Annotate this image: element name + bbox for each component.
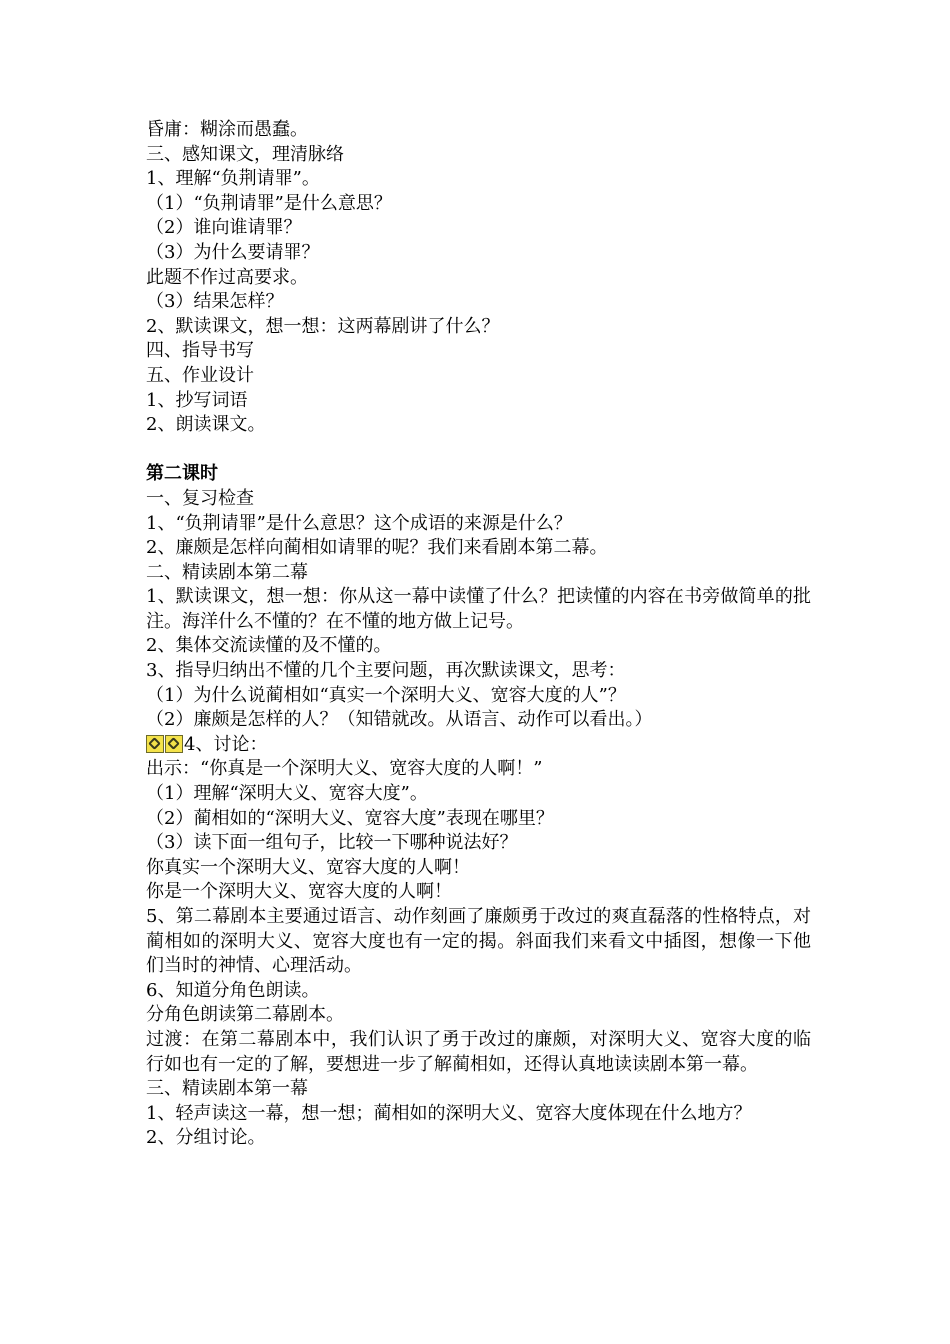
text-line: 出示：“你真是一个深明大义、宽容大度的人啊！”	[146, 758, 543, 780]
edit-icon	[165, 735, 183, 753]
lesson-heading: 第二课时	[146, 463, 218, 485]
text-line: 1、抄写词语	[146, 389, 248, 411]
text-line: 2、分组讨论。	[146, 1127, 266, 1149]
section-title: 五、作业设计	[146, 364, 254, 386]
text-line: （1）“负荆请罪”是什么意思？	[146, 192, 392, 214]
edit-icon	[146, 735, 164, 753]
section-title: 三、精读剧本第一幕	[146, 1078, 308, 1100]
section-title: 三、感知课文，理清脉络	[146, 143, 344, 165]
section-title: 一、复习检查	[146, 487, 254, 509]
text-paragraph: 5、第二幕剧本主要通过语言、动作刻画了廉颇勇于改过的爽直磊落的性格特点，对蔺相如的深明大义、宽容大度也有一定的揭。斜面我们来看文中插图，想像一下他们当时的神情、心理活动。	[146, 906, 811, 977]
section-title: 四、指导书写	[146, 340, 254, 362]
text-line: 2、朗读课文。	[146, 414, 266, 436]
text-line: 4、讨论：	[184, 733, 268, 755]
text-line: （3）结果怎样？	[146, 291, 284, 313]
discussion-line	[146, 733, 811, 758]
text-line: 你是一个深明大义、宽容大度的人啊！	[146, 881, 452, 903]
text-line: 此题不作过高要求。	[146, 266, 308, 288]
text-line: （3）读下面一组句子，比较一下哪种说法好？	[146, 832, 518, 854]
document-page	[146, 118, 811, 1151]
section-title: 二、精读剧本第二幕	[146, 561, 308, 583]
text-line: 1、“负荆请罪”是什么意思？这个成语的来源是什么？	[146, 512, 572, 534]
text-line: （1）理解“深明大义、宽容大度”。	[146, 783, 428, 805]
text-line: （3）为什么要请罪？	[146, 241, 320, 263]
text-line: 2、集体交流读懂的及不懂的。	[146, 635, 392, 657]
text-line: 分角色朗读第二幕剧本。	[146, 1004, 344, 1026]
text-line: 2、廉颇是怎样向蔺相如请罪的呢？我们来看剧本第二幕。	[146, 537, 608, 559]
text-line: 1、理解“负荆请罪”。	[146, 168, 320, 190]
text-line: 2、默读课文，想一想：这两幕剧讲了什么？	[146, 315, 500, 337]
text-line: （1）为什么说蔺相如“真实一个深明大义、宽容大度的人”？	[146, 684, 626, 706]
text-line: （2）谁向谁请罪？	[146, 217, 302, 239]
text-line: 6、知道分角色朗读。	[146, 979, 320, 1001]
text-paragraph: 1、轻声读这一幕，想一想；蔺相如的深明大义、宽容大度体现在什么地方？	[146, 1102, 752, 1124]
blank-line	[146, 438, 811, 463]
text-line: 你真实一个深明大义、宽容大度的人啊！	[146, 856, 470, 878]
text-line: （2）蔺相如的“深明大义、宽容大度”表现在哪里？	[146, 807, 554, 829]
text-paragraph: 过渡：在第二幕剧本中，我们认识了勇于改过的廉颇，对深明大义、宽容大度的临行如也有一定的了解，要想进一步了解蔺相如，还得认真地读读剧本第一幕。	[146, 1028, 811, 1075]
text-paragraph: 1、默读课文，想一想：你从这一幕中读懂了什么？把读懂的内容在书旁做简单的批注。海洋什么不懂的？在不懂的地方做上记号。	[146, 586, 811, 632]
text-line: 昏庸：糊涂而愚蠢。	[146, 119, 308, 140]
text-line: （2）廉颇是怎样的人？（知错就改。从语言、动作可以看出。）	[146, 709, 653, 731]
text-line: 3、指导归纳出不懂的几个主要问题，再次默读课文，思考：	[146, 660, 626, 682]
